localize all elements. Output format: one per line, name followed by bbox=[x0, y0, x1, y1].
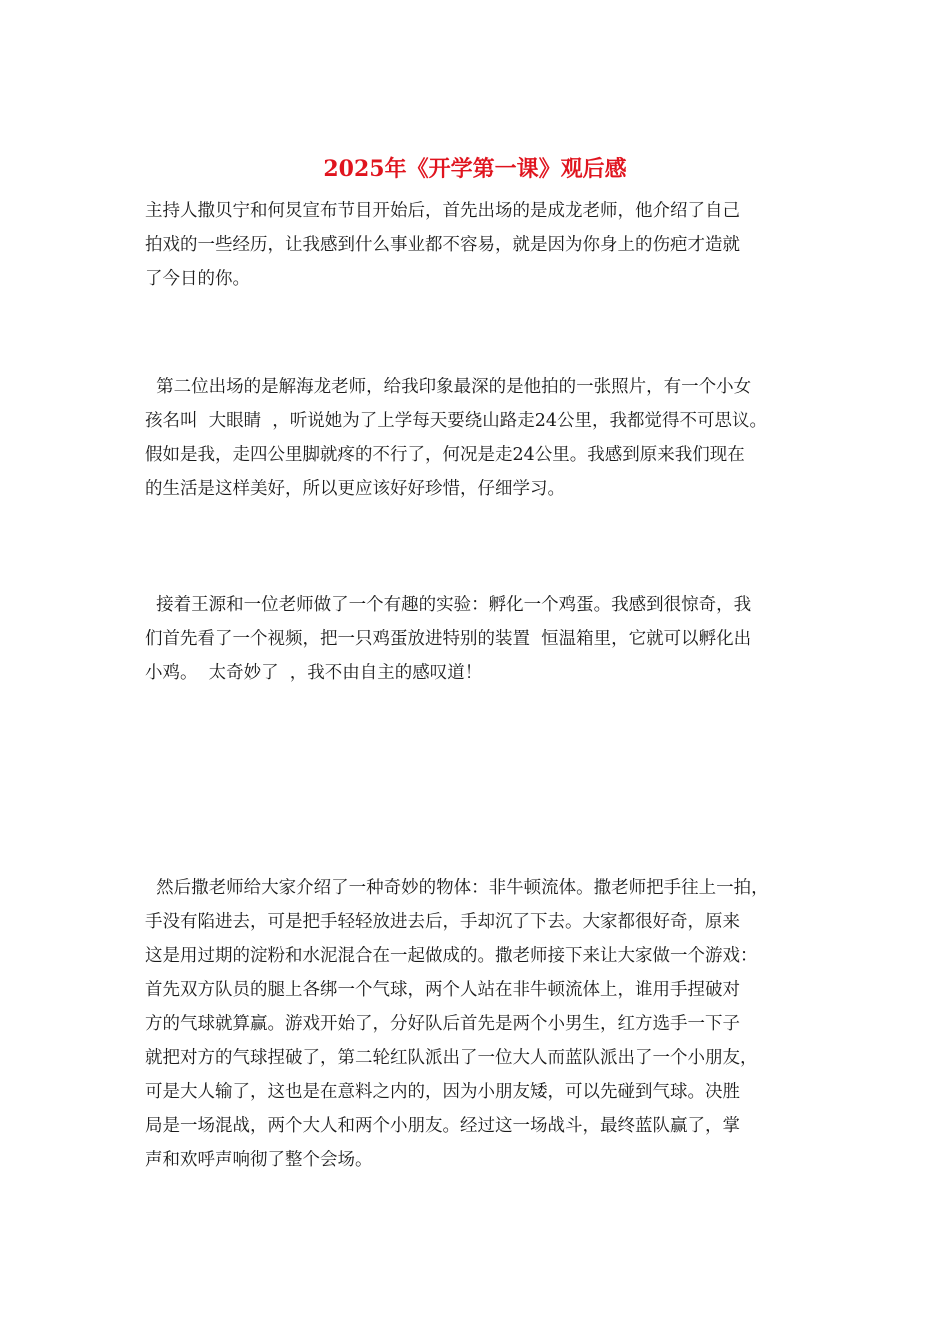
document-title: 2025年《开学第一课》观后感 bbox=[323, 156, 627, 182]
paragraph-line: 局是一场混战，两个大人和两个小朋友。经过这一场战斗，最终蓝队赢了，掌 bbox=[145, 1116, 740, 1136]
paragraph-line: 可是大人输了，这也是在意料之内的，因为小朋友矮，可以先碰到气球。决胜 bbox=[145, 1082, 740, 1102]
paragraph-line: 第二位出场的是解海龙老师，给我印象最深的是他拍的一张照片，有一个小女 bbox=[145, 377, 752, 397]
paragraph-line: 然后撒老师给大家介绍了一种奇妙的物体：非牛顿流体。撒老师把手往上一拍， bbox=[145, 878, 769, 898]
paragraph-line: 手没有陷进去，可是把手轻轻放进去后，手却沉了下去。大家都很好奇，原来 bbox=[145, 912, 740, 932]
paragraph-line: 的生活是这样美好，所以更应该好好珍惜，仔细学习。 bbox=[145, 479, 565, 499]
paragraph-1 bbox=[145, 194, 740, 296]
paragraph-line: 这是用过期的淀粉和水泥混合在一起做成的。撒老师接下来让大家做一个游戏： bbox=[145, 946, 758, 966]
paragraph-line: 首先双方队员的腿上各绑一个气球，两个人站在非牛顿流体上，谁用手捏破对 bbox=[145, 980, 740, 1000]
paragraph-line: 拍戏的一些经历，让我感到什么事业都不容易，就是因为你身上的伤疤才造就 bbox=[145, 235, 740, 255]
paragraph-line: 了今日的你。 bbox=[145, 269, 250, 289]
paragraph-line: 主持人撒贝宁和何炅宣布节目开始后，首先出场的是成龙老师，他介绍了自己 bbox=[145, 201, 740, 221]
paragraph-2 bbox=[145, 370, 767, 506]
paragraph-line: 小鸡。 太奇妙了 ，我不由自主的感叹道！ bbox=[145, 663, 483, 683]
paragraph-line: 接着王源和一位老师做了一个有趣的实验：孵化一个鸡蛋。我感到很惊奇，我 bbox=[145, 595, 752, 615]
paragraph-3 bbox=[145, 588, 751, 690]
paragraph-line: 们首先看了一个视频，把一只鸡蛋放进特别的装置 恒温箱里，它就可以孵化出 bbox=[145, 629, 752, 649]
paragraph-line: 声和欢呼声响彻了整个会场。 bbox=[145, 1150, 373, 1170]
paragraph-line: 就把对方的气球捏破了，第二轮红队派出了一位大人而蓝队派出了一个小朋友， bbox=[145, 1048, 758, 1068]
paragraph-line: 假如是我，走四公里脚就疼的不行了，何况是走24公里。我感到原来我们现在 bbox=[145, 445, 745, 465]
paragraph-line: 孩名叫 大眼睛 ，听说她为了上学每天要绕山路走24公里，我都觉得不可思议。 bbox=[145, 411, 768, 431]
paragraph-4 bbox=[145, 871, 769, 1177]
paragraph-line: 方的气球就算赢。游戏开始了，分好队后首先是两个小男生，红方选手一下子 bbox=[145, 1014, 740, 1034]
